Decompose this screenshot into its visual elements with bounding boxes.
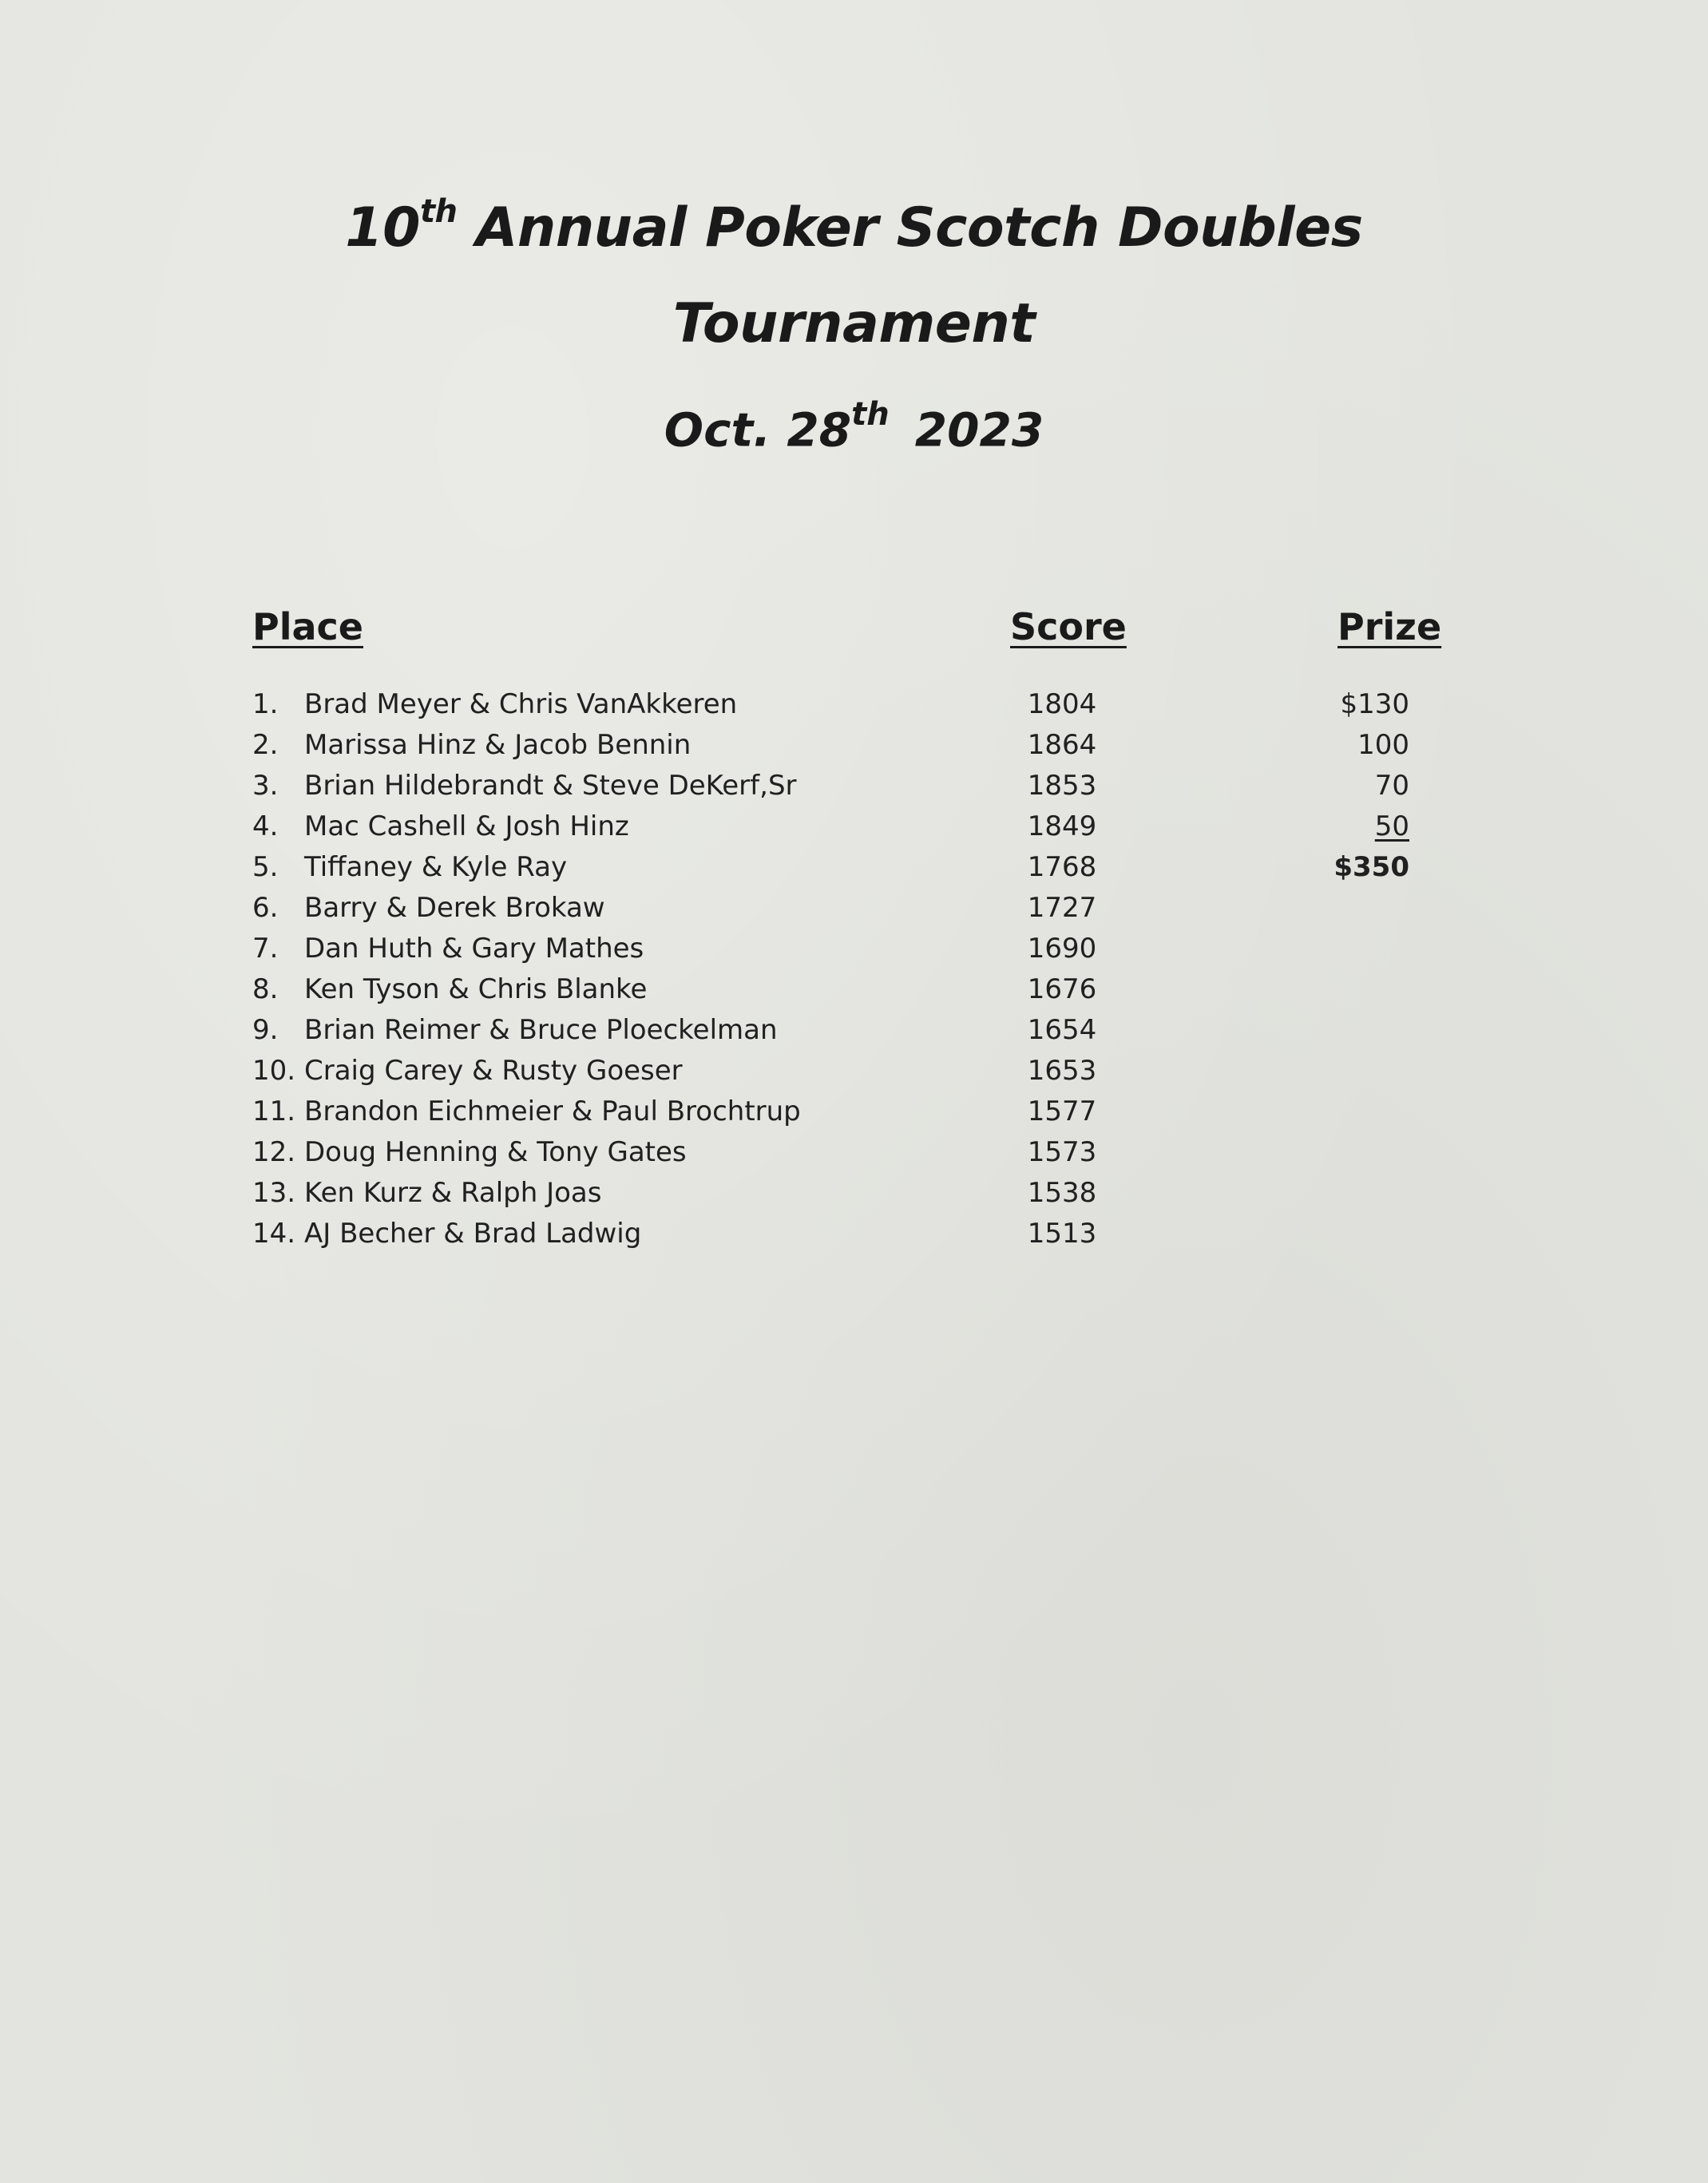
team-score: 1853	[1027, 770, 1097, 802]
title-line-1	[0, 193, 1708, 260]
team-name: Brian Hildebrandt & Steve DeKerf,Sr	[304, 770, 797, 802]
team-score: 1864	[1027, 729, 1097, 761]
header-place: Place	[252, 605, 363, 648]
team-name: Brandon Eichmeier & Paul Brochtrup	[304, 1095, 801, 1127]
team-score: 1690	[1027, 933, 1097, 965]
place-number: 4.	[252, 810, 279, 842]
team-score: 1804	[1027, 688, 1097, 720]
team-prize: 50	[1374, 810, 1409, 842]
team-score: 1654	[1027, 1014, 1097, 1046]
date-ordinal-suffix: th	[851, 396, 890, 433]
team-name: Ken Tyson & Chris Blanke	[304, 973, 648, 1005]
team-name: Barry & Derek Brokaw	[304, 892, 605, 924]
team-score: 1573	[1027, 1136, 1097, 1168]
result-row	[0, 1136, 1708, 1177]
title-ordinal-suffix: th	[419, 193, 458, 231]
place-number: 12.	[252, 1136, 296, 1168]
date-day: Oct. 28	[664, 402, 852, 458]
team-name: Marissa Hinz & Jacob Bennin	[304, 729, 692, 761]
result-row	[0, 851, 1708, 892]
place-number: 8.	[252, 973, 279, 1005]
result-row	[0, 892, 1708, 933]
place-number: 1.	[252, 688, 279, 720]
header-prize: Prize	[1337, 605, 1442, 648]
result-row	[0, 810, 1708, 851]
place-number: 5.	[252, 851, 279, 883]
place-number: 14.	[252, 1218, 296, 1250]
place-number: 9.	[252, 1014, 279, 1046]
team-name: Brad Meyer & Chris VanAkkeren	[304, 688, 738, 720]
result-row	[0, 973, 1708, 1014]
result-row	[0, 1014, 1708, 1055]
result-row	[0, 729, 1708, 770]
place-number: 10.	[252, 1055, 296, 1087]
team-prize: 70	[1374, 770, 1409, 802]
result-row	[0, 1095, 1708, 1136]
team-score: 1538	[1027, 1177, 1097, 1209]
team-score: 1676	[1027, 973, 1097, 1005]
title-line-2: Tournament	[672, 292, 1036, 355]
team-name: Dan Huth & Gary Mathes	[304, 933, 644, 965]
date-year: 2023	[914, 402, 1044, 458]
team-name: AJ Becher & Brad Ladwig	[304, 1218, 642, 1250]
team-score: 1849	[1027, 810, 1097, 842]
result-row	[0, 1055, 1708, 1095]
place-number: 11.	[252, 1095, 296, 1127]
result-row	[0, 770, 1708, 810]
place-number: 13.	[252, 1177, 296, 1209]
result-row	[0, 933, 1708, 973]
header-score: Score	[1010, 605, 1127, 648]
team-prize: 100	[1357, 729, 1409, 761]
title-number: 10	[345, 196, 420, 260]
team-score: 1768	[1027, 851, 1097, 883]
prize-total: $350	[1334, 851, 1409, 883]
team-name: Doug Henning & Tony Gates	[304, 1136, 687, 1168]
team-name: Craig Carey & Rusty Goeser	[304, 1055, 683, 1087]
team-name: Tiffaney & Kyle Ray	[304, 851, 568, 883]
team-score: 1727	[1027, 892, 1097, 924]
team-score: 1513	[1027, 1218, 1097, 1250]
team-name: Brian Reimer & Bruce Ploeckelman	[304, 1014, 778, 1046]
event-date	[0, 396, 1708, 458]
team-prize: $130	[1340, 688, 1409, 720]
place-number: 6.	[252, 892, 279, 924]
team-score: 1577	[1027, 1095, 1097, 1127]
place-number: 2.	[252, 729, 279, 761]
title-text: Annual Poker Scotch Doubles	[457, 196, 1363, 260]
place-number: 3.	[252, 770, 279, 802]
team-score: 1653	[1027, 1055, 1097, 1087]
result-row	[0, 1177, 1708, 1218]
result-row	[0, 1218, 1708, 1258]
team-name: Mac Cashell & Josh Hinz	[304, 810, 629, 842]
result-row	[0, 688, 1708, 729]
team-name: Ken Kurz & Ralph Joas	[304, 1177, 602, 1209]
place-number: 7.	[252, 933, 279, 965]
